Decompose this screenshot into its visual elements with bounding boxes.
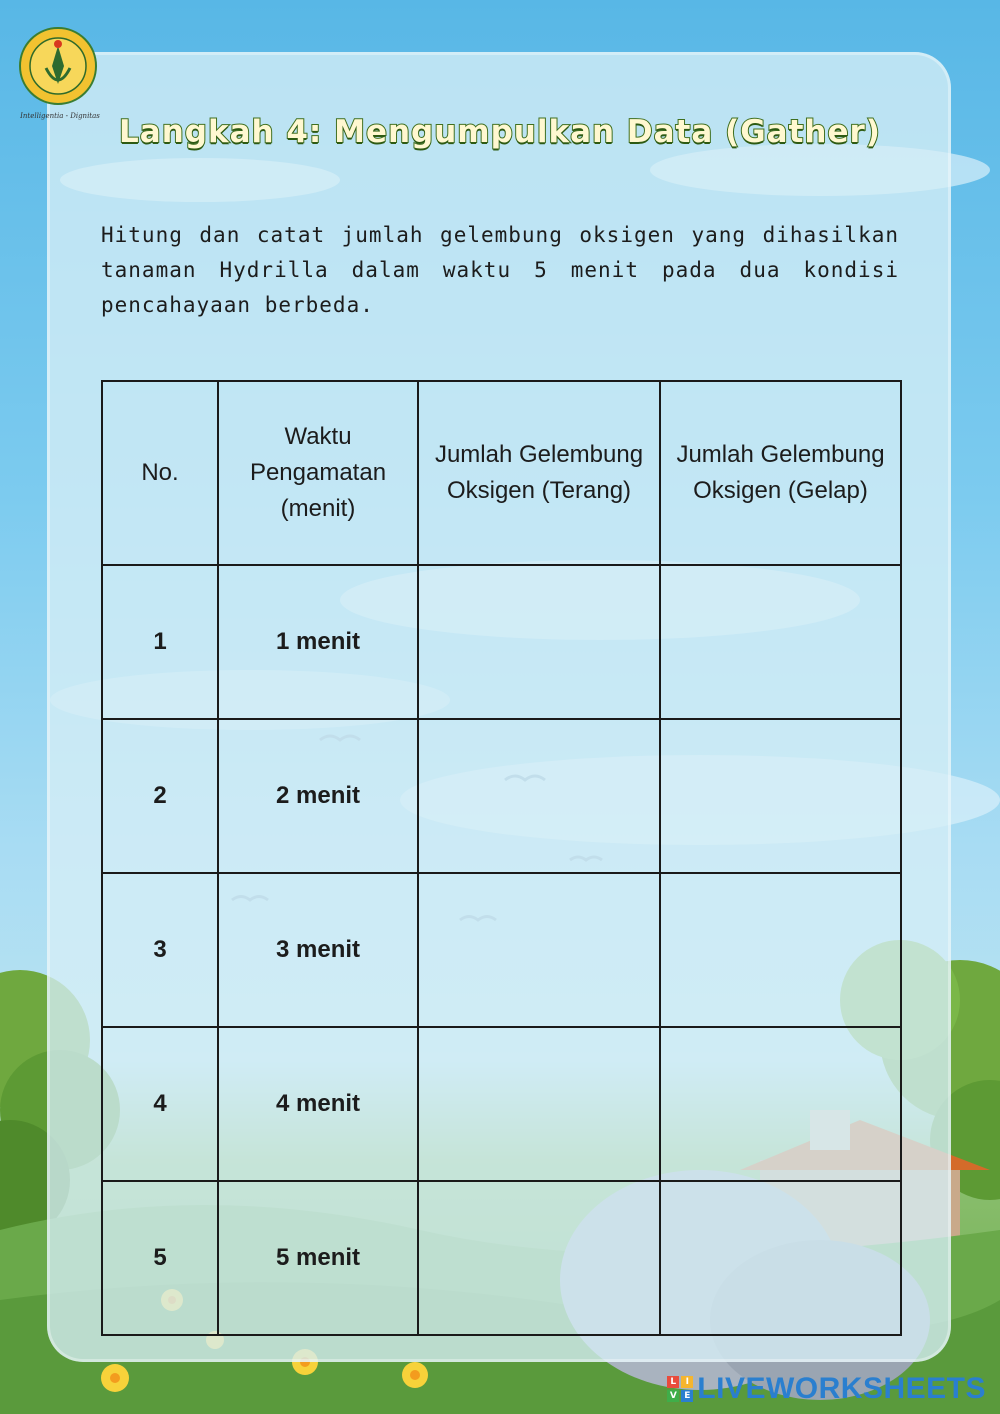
dark-count-cell[interactable] (660, 873, 901, 1027)
liveworksheets-logo-icon: L I V E (667, 1376, 693, 1402)
dark-count-cell[interactable] (660, 719, 901, 873)
instruction-text: Hitung dan catat jumlah gelembung oksigen yang dihasilkan tanaman Hydrilla dalam waktu 5 menit pada dua kondisi pencahayaan berbeda. (101, 223, 899, 317)
liveworksheets-brand[interactable] (667, 1372, 986, 1406)
light-count-cell[interactable] (418, 1181, 660, 1335)
row-number: 1 (102, 565, 218, 719)
brand-wordmark: LIVEWORKSHEETS (697, 1372, 986, 1405)
row-number: 4 (102, 1027, 218, 1181)
header-bubbles-dark: Jumlah Gelembung Oksigen (Gelap) (660, 381, 901, 565)
header-no: No. (102, 381, 218, 565)
row-time: 1 menit (218, 565, 418, 719)
row-time: 4 menit (218, 1027, 418, 1181)
table-row (102, 565, 901, 719)
row-number: 3 (102, 873, 218, 1027)
logo-motto: Intelligentia - Dignitas (20, 112, 100, 120)
table-row (102, 873, 901, 1027)
table-header-row (102, 381, 901, 565)
row-number: 5 (102, 1181, 218, 1335)
row-number: 2 (102, 719, 218, 873)
light-count-cell[interactable] (418, 1027, 660, 1181)
table-row (102, 719, 901, 873)
university-seal-icon (18, 26, 98, 106)
light-count-cell[interactable] (418, 719, 660, 873)
row-time: 5 menit (218, 1181, 418, 1335)
header-time: Waktu Pengamatan (menit) (218, 381, 418, 565)
light-count-cell[interactable] (418, 565, 660, 719)
dark-count-cell[interactable] (660, 1181, 901, 1335)
row-time: 2 menit (218, 719, 418, 873)
university-logo (18, 26, 102, 120)
light-count-cell[interactable] (418, 873, 660, 1027)
dark-count-cell[interactable] (660, 1027, 901, 1181)
data-table (101, 380, 902, 1336)
row-time: 3 menit (218, 873, 418, 1027)
table-row (102, 1181, 901, 1335)
table-row (102, 1027, 901, 1181)
header-bubbles-light: Jumlah Gelembung Oksigen (Terang) (418, 381, 660, 565)
dark-count-cell[interactable] (660, 565, 901, 719)
page-title: Langkah 4: Mengumpulkan Data (Gather) (119, 114, 881, 150)
